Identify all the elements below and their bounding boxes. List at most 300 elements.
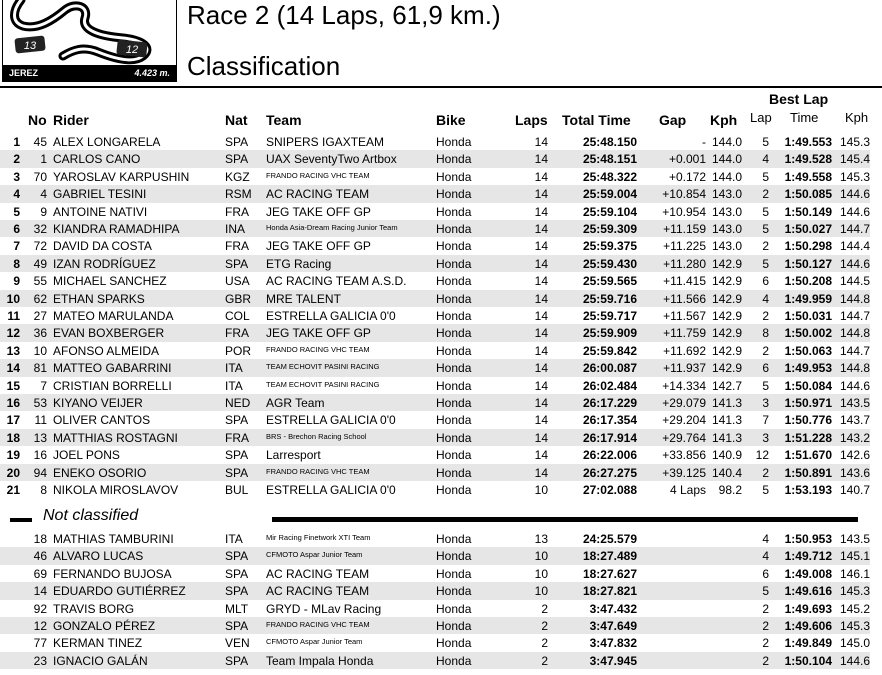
cell-nat: INA <box>225 222 246 236</box>
cell-rider: GONZALO PÉREZ <box>53 619 156 633</box>
cell-bike: Honda <box>436 169 472 184</box>
table-row <box>0 203 870 220</box>
cell-bl-time: 1:50.127 <box>784 256 832 271</box>
cell-kph: 140.4 <box>711 465 742 480</box>
cell-bl-kph: 143.5 <box>839 532 870 546</box>
table-row <box>0 185 870 202</box>
cell-no: 92 <box>33 601 47 616</box>
cell-gap: +11.759 <box>663 326 706 341</box>
cell-bl-lap: 2 <box>762 465 769 480</box>
cell-rider: KIANDRA RAMADHIPA <box>53 222 180 236</box>
cell-laps: 14 <box>534 326 548 341</box>
cell-nat: FRA <box>225 204 249 219</box>
cell-rider: EDUARDO GUTIÉRREZ <box>53 584 186 599</box>
cell-laps: 2 <box>541 601 548 616</box>
table-row <box>0 634 870 651</box>
cell-bike: Honda <box>436 619 472 633</box>
cell-pos: 21 <box>6 483 20 497</box>
cell-time: 27:02.088 <box>582 483 637 497</box>
cell-no: 77 <box>33 636 47 651</box>
cell-bike: Honda <box>436 152 472 167</box>
cell-team: TEAM ECHOVIT PASINI RACING <box>266 379 380 389</box>
cell-laps: 10 <box>534 566 548 581</box>
cell-pos: 16 <box>6 396 20 410</box>
cell-nat: SPA <box>225 566 249 581</box>
cell-bl-kph: 144.7 <box>839 309 870 323</box>
cell-no: 18 <box>33 532 47 546</box>
cell-bl-time: 1:50.085 <box>784 187 832 202</box>
cell-nat: SPA <box>225 413 249 428</box>
cell-time: 26:22.006 <box>582 448 637 463</box>
cell-time: 24:25.579 <box>582 532 637 546</box>
cell-bike: Honda <box>436 549 472 564</box>
cell-bl-lap: 8 <box>762 326 769 341</box>
cell-time: 25:48.150 <box>582 135 637 149</box>
cell-bl-lap: 5 <box>762 378 769 393</box>
cell-no: 12 <box>33 619 47 633</box>
cell-laps: 14 <box>534 413 548 428</box>
cell-nat: SPA <box>225 465 249 480</box>
cell-rider: MATTEO GABARRINI <box>53 361 172 376</box>
cell-bl-time: 1:49.953 <box>784 361 832 376</box>
cell-no: 70 <box>33 169 47 184</box>
cell-bl-time: 1:50.084 <box>784 378 832 393</box>
cell-laps: 14 <box>534 291 548 306</box>
cell-rider: JOEL PONS <box>53 448 120 463</box>
cell-laps: 14 <box>534 152 548 167</box>
cell-time: 18:27.627 <box>582 566 637 581</box>
cell-bl-kph: 144.8 <box>839 361 870 376</box>
cell-rider: MATEO MARULANDA <box>53 309 174 323</box>
cell-nat: GBR <box>225 291 252 306</box>
race-title: Race 2 (14 Laps, 61,9 km.) <box>187 0 501 30</box>
cell-time: 3:47.945 <box>589 653 637 668</box>
cell-nat: SPA <box>225 152 249 167</box>
cell-time: 25:59.909 <box>582 326 637 341</box>
cell-laps: 2 <box>541 636 548 651</box>
cell-time: 3:47.832 <box>589 636 637 651</box>
cell-bl-kph: 144.4 <box>839 239 870 254</box>
cell-gap: +11.567 <box>663 309 706 323</box>
cell-pos: 10 <box>6 291 20 306</box>
cell-gap: +29.764 <box>662 430 706 445</box>
cell-bl-kph: 144.6 <box>839 187 870 202</box>
cell-kph: 142.9 <box>711 309 742 323</box>
table-row <box>0 220 870 237</box>
cell-kph: 98.2 <box>718 483 742 497</box>
cell-rider: CRISTIAN BORRELLI <box>53 378 172 393</box>
header-best-lap-time: Time <box>790 110 819 125</box>
cell-laps: 10 <box>534 549 548 564</box>
cell-bl-time: 1:50.104 <box>784 653 832 668</box>
cell-team: AC RACING TEAM <box>266 584 370 599</box>
cell-time: 25:59.104 <box>582 204 637 219</box>
cell-rider: CARLOS CANO <box>53 152 141 167</box>
cell-bike: Honda <box>436 483 472 497</box>
cell-bl-kph: 145.0 <box>839 636 870 651</box>
cell-bike: Honda <box>436 291 472 306</box>
cell-bl-kph: 144.8 <box>839 326 870 341</box>
cell-pos: 2 <box>13 152 20 167</box>
cell-bl-lap: 2 <box>762 601 769 616</box>
cell-gap: +11.566 <box>663 291 706 306</box>
cell-kph: 142.7 <box>711 378 742 393</box>
cell-team: Team Impala Honda <box>266 653 374 668</box>
cell-team: MRE TALENT <box>266 291 341 306</box>
track-length: 4.423 m. <box>134 68 170 78</box>
cell-bl-kph: 144.7 <box>839 222 870 236</box>
cell-bike: Honda <box>436 256 472 271</box>
cell-rider: AFONSO ALMEIDA <box>53 343 160 358</box>
cell-bike: Honda <box>436 239 472 254</box>
cell-bl-lap: 6 <box>762 274 769 289</box>
cell-bl-lap: 2 <box>762 343 769 358</box>
cell-bl-time: 1:50.208 <box>784 274 832 289</box>
cell-no: 7 <box>40 378 47 393</box>
cell-bl-time: 1:53.193 <box>784 483 832 497</box>
cell-bl-time: 1:50.891 <box>784 465 832 480</box>
cell-team: CFMOTO Aspar Junior Team <box>266 550 363 560</box>
cell-laps: 10 <box>534 584 548 599</box>
cell-bl-time: 1:49.528 <box>784 152 832 167</box>
table-row <box>0 150 870 167</box>
cell-nat: ITA <box>225 361 243 376</box>
cell-bl-lap: 4 <box>762 549 769 564</box>
cell-bl-lap: 3 <box>762 396 769 410</box>
cell-time: 3:47.432 <box>589 601 637 616</box>
cell-no: 13 <box>33 430 47 445</box>
cell-bike: Honda <box>436 274 472 289</box>
cell-bl-time: 1:50.149 <box>784 204 832 219</box>
cell-bl-lap: 2 <box>762 239 769 254</box>
cell-bl-lap: 4 <box>762 291 769 306</box>
cell-gap: +10.954 <box>662 204 706 219</box>
cell-kph: 142.9 <box>711 361 742 376</box>
cell-nat: USA <box>225 274 250 289</box>
cell-time: 25:59.717 <box>582 309 637 323</box>
cell-bl-kph: 144.6 <box>839 204 870 219</box>
table-row <box>0 359 870 376</box>
cell-bl-kph: 144.6 <box>839 653 870 668</box>
cell-gap: +11.280 <box>663 256 706 271</box>
cell-nat: SPA <box>225 448 249 463</box>
cell-bl-lap: 5 <box>762 483 769 497</box>
cell-team: JEG TAKE OFF GP <box>266 326 371 341</box>
cell-team: CFMOTO Aspar Junior Team <box>266 637 363 647</box>
cell-no: 14 <box>33 584 47 599</box>
table-row <box>0 464 870 481</box>
cell-bl-time: 1:49.693 <box>784 601 832 616</box>
cell-no: 49 <box>33 256 47 271</box>
cell-team: AC RACING TEAM <box>266 187 370 202</box>
cell-bl-lap: 5 <box>762 584 769 599</box>
cell-bike: Honda <box>436 326 472 341</box>
cell-gap: +33.856 <box>662 448 706 463</box>
cell-rider: FERNANDO BUJOSA <box>53 566 172 581</box>
cell-bike: Honda <box>436 532 472 546</box>
header-team: Team <box>266 112 302 128</box>
cell-bike: Honda <box>436 430 472 445</box>
cell-bl-lap: 6 <box>762 361 769 376</box>
cell-pos: 9 <box>13 274 20 289</box>
cell-bl-kph: 146.1 <box>839 566 870 581</box>
cell-rider: MATTHIAS ROSTAGNI <box>53 430 178 445</box>
cell-bl-kph: 145.3 <box>839 619 870 633</box>
cell-bl-lap: 4 <box>762 152 769 167</box>
cell-bl-lap: 5 <box>762 222 769 236</box>
cell-pos: 4 <box>13 187 20 202</box>
logo-bar <box>3 65 176 81</box>
cell-nat: BUL <box>225 483 249 497</box>
cell-time: 25:59.309 <box>582 222 637 236</box>
cell-team: AC RACING TEAM <box>266 566 370 581</box>
cell-gap: - <box>702 135 706 149</box>
cell-no: 55 <box>33 274 47 289</box>
cell-bl-lap: 5 <box>762 204 769 219</box>
cell-no: 10 <box>33 343 47 358</box>
cell-rider: NIKOLA MIROSLAVOV <box>53 483 179 497</box>
table-row <box>0 324 870 341</box>
header-kph: Kph <box>710 112 738 128</box>
cell-pos: 3 <box>13 169 20 184</box>
cell-bl-time: 1:50.031 <box>784 309 832 323</box>
cell-rider: MATHIAS TAMBURINI <box>53 532 174 546</box>
cell-pos: 5 <box>13 204 20 219</box>
table-row <box>0 582 870 599</box>
cell-bl-time: 1:49.008 <box>784 566 832 581</box>
cell-kph: 141.3 <box>711 396 742 410</box>
turn-13-label: 13 <box>23 40 37 52</box>
cell-bl-time: 1:49.553 <box>784 135 832 149</box>
table-row <box>0 411 870 428</box>
cell-team: ETG Racing <box>266 256 332 271</box>
cell-bike: Honda <box>436 187 472 202</box>
table-row <box>0 237 870 254</box>
cell-bl-lap: 2 <box>762 187 769 202</box>
cell-laps: 10 <box>534 483 548 497</box>
cell-laps: 14 <box>534 465 548 480</box>
table-row <box>0 307 870 324</box>
table-row <box>0 446 870 463</box>
cell-gap: 4 Laps <box>669 483 706 497</box>
cell-kph: 141.3 <box>711 430 742 445</box>
cell-bike: Honda <box>436 601 472 616</box>
cell-nat: POR <box>225 343 252 358</box>
cell-bl-lap: 2 <box>762 309 769 323</box>
cell-bl-kph: 145.4 <box>839 152 870 167</box>
cell-rider: ENEKO OSORIO <box>53 465 147 480</box>
cell-time: 25:59.716 <box>582 291 637 306</box>
cell-rider: TRAVIS BORG <box>53 601 135 616</box>
table-row <box>0 377 870 394</box>
cell-bike: Honda <box>436 413 472 428</box>
cell-bike: Honda <box>436 361 472 376</box>
cell-laps: 14 <box>534 448 548 463</box>
cell-gap: +11.937 <box>663 361 706 376</box>
cell-time: 26:02.484 <box>582 378 637 393</box>
cell-rider: KIYANO VEIJER <box>53 396 143 410</box>
cell-kph: 143.0 <box>711 222 742 236</box>
cell-bike: Honda <box>436 309 472 323</box>
cell-bl-kph: 145.2 <box>839 601 870 616</box>
table-row <box>0 272 870 289</box>
cell-pos: 17 <box>6 413 20 428</box>
header-bike: Bike <box>436 112 466 128</box>
circuit-logo <box>2 0 177 82</box>
cell-time: 26:27.275 <box>582 465 637 480</box>
cell-bl-time: 1:50.776 <box>784 413 832 428</box>
cell-gap: +39.125 <box>662 465 706 480</box>
track-map-icon <box>3 0 178 66</box>
header-gap: Gap <box>659 112 687 128</box>
cell-no: 53 <box>33 396 47 410</box>
cell-team: ESTRELLA GALICIA 0'0 <box>266 413 396 428</box>
cell-team: ESTRELLA GALICIA 0'0 <box>266 483 396 497</box>
cell-gap: +11.415 <box>663 274 706 289</box>
cell-time: 25:59.565 <box>582 274 637 289</box>
cell-laps: 14 <box>534 239 548 254</box>
cell-rider: YAROSLAV KARPUSHIN <box>53 169 190 184</box>
cell-laps: 14 <box>534 204 548 219</box>
cell-bl-kph: 143.6 <box>839 465 870 480</box>
turn-12-label: 12 <box>125 44 139 56</box>
cell-kph: 143.0 <box>711 204 742 219</box>
cell-kph: 142.9 <box>711 326 742 341</box>
cell-team: SNIPERS IGAXTEAM <box>266 135 385 149</box>
cell-team: JEG TAKE OFF GP <box>266 239 371 254</box>
cell-gap: +11.159 <box>663 222 706 236</box>
cell-time: 25:48.151 <box>582 152 637 167</box>
cell-rider: ALVARO LUCAS <box>53 549 144 564</box>
cell-kph: 143.0 <box>711 187 742 202</box>
cell-laps: 14 <box>534 222 548 236</box>
cell-pos: 11 <box>7 309 20 323</box>
cell-kph: 141.3 <box>711 413 742 428</box>
cell-time: 25:59.842 <box>582 343 637 358</box>
cell-laps: 2 <box>541 653 548 668</box>
divider-dash <box>10 518 32 522</box>
cell-nat: VEN <box>225 636 250 651</box>
table-row <box>0 652 870 669</box>
cell-nat: NED <box>225 396 251 410</box>
cell-team: JEG TAKE OFF GP <box>266 204 371 219</box>
cell-bl-time: 1:51.670 <box>784 448 832 463</box>
cell-bike: Honda <box>436 653 472 668</box>
cell-time: 25:59.430 <box>582 256 637 271</box>
cell-nat: FRA <box>225 239 249 254</box>
cell-pos: 7 <box>13 239 20 254</box>
table-row <box>0 565 870 582</box>
cell-team: AC RACING TEAM A.S.D. <box>266 274 407 289</box>
cell-nat: SPA <box>225 256 249 271</box>
cell-bl-time: 1:49.849 <box>784 636 832 651</box>
cell-gap: +29.079 <box>662 396 706 410</box>
cell-no: 27 <box>33 309 47 323</box>
cell-bl-kph: 143.5 <box>839 396 870 410</box>
cell-team: FRANDO RACING VHC TEAM <box>266 170 370 180</box>
cell-no: 32 <box>33 222 47 236</box>
cell-rider: IZAN RODRÍGUEZ <box>53 256 156 271</box>
cell-no: 62 <box>33 291 47 306</box>
cell-bike: Honda <box>436 396 472 410</box>
cell-bike: Honda <box>436 448 472 463</box>
table-row <box>0 342 870 359</box>
cell-no: 23 <box>33 653 47 668</box>
cell-bl-time: 1:49.959 <box>784 291 832 306</box>
cell-kph: 143.0 <box>711 239 742 254</box>
cell-no: 4 <box>40 187 47 202</box>
cell-no: 9 <box>40 204 47 219</box>
cell-bike: Honda <box>436 222 472 236</box>
cell-bl-time: 1:49.558 <box>784 169 832 184</box>
cell-nat: SPA <box>225 135 249 149</box>
cell-nat: ITA <box>225 378 243 393</box>
cell-bl-kph: 142.6 <box>839 448 870 463</box>
cell-laps: 2 <box>541 619 548 633</box>
cell-gap: +14.334 <box>662 378 706 393</box>
cell-pos: 13 <box>6 343 20 358</box>
header-rule <box>0 86 882 88</box>
cell-kph: 142.9 <box>711 291 742 306</box>
cell-team: GRYD - MLav Racing <box>266 601 382 616</box>
cell-bl-kph: 140.7 <box>839 483 870 497</box>
not-classified-divider <box>0 505 882 527</box>
cell-bl-time: 1:51.228 <box>784 430 832 445</box>
cell-bl-lap: 5 <box>762 169 769 184</box>
cell-kph: 142.9 <box>711 343 742 358</box>
cell-rider: IGNACIO GALÁN <box>53 653 148 668</box>
cell-rider: ALEX LONGARELA <box>53 135 161 149</box>
cell-gap: +0.172 <box>668 169 706 184</box>
cell-bike: Honda <box>436 378 472 393</box>
cell-kph: 142.9 <box>711 274 742 289</box>
cell-no: 45 <box>33 135 47 149</box>
cell-laps: 14 <box>534 361 548 376</box>
cell-laps: 14 <box>534 187 548 202</box>
cell-bl-lap: 5 <box>762 135 769 149</box>
cell-bl-kph: 145.3 <box>839 584 870 599</box>
cell-rider: DAVID DA COSTA <box>53 239 152 254</box>
cell-pos: 15 <box>6 378 20 393</box>
cell-kph: 142.9 <box>711 256 742 271</box>
table-row <box>0 600 870 617</box>
cell-team: FRANDO RACING VHC TEAM <box>266 620 370 629</box>
cell-laps: 14 <box>534 256 548 271</box>
cell-no: 8 <box>40 483 47 497</box>
cell-nat: SPA <box>225 653 249 668</box>
cell-time: 26:17.914 <box>582 430 637 445</box>
table-row <box>0 530 870 547</box>
cell-laps: 14 <box>534 343 548 358</box>
cell-pos: 8 <box>13 256 20 271</box>
cell-bl-kph: 144.6 <box>839 378 870 393</box>
cell-bike: Honda <box>436 135 472 149</box>
cell-team: ESTRELLA GALICIA 0'0 <box>266 309 396 323</box>
header-best-lap-kph: Kph <box>845 110 869 125</box>
table-row <box>0 617 870 634</box>
cell-laps: 14 <box>534 135 548 149</box>
cell-laps: 14 <box>534 274 548 289</box>
cell-bl-lap: 5 <box>762 256 769 271</box>
header-nat: Nat <box>225 112 248 128</box>
cell-pos: 14 <box>6 361 20 376</box>
cell-nat: SPA <box>225 619 249 633</box>
cell-nat: MLT <box>225 601 249 616</box>
cell-pos: 19 <box>6 448 20 463</box>
cell-no: 1 <box>40 152 47 167</box>
cell-laps: 14 <box>534 309 548 323</box>
cell-bl-lap: 2 <box>762 636 769 651</box>
